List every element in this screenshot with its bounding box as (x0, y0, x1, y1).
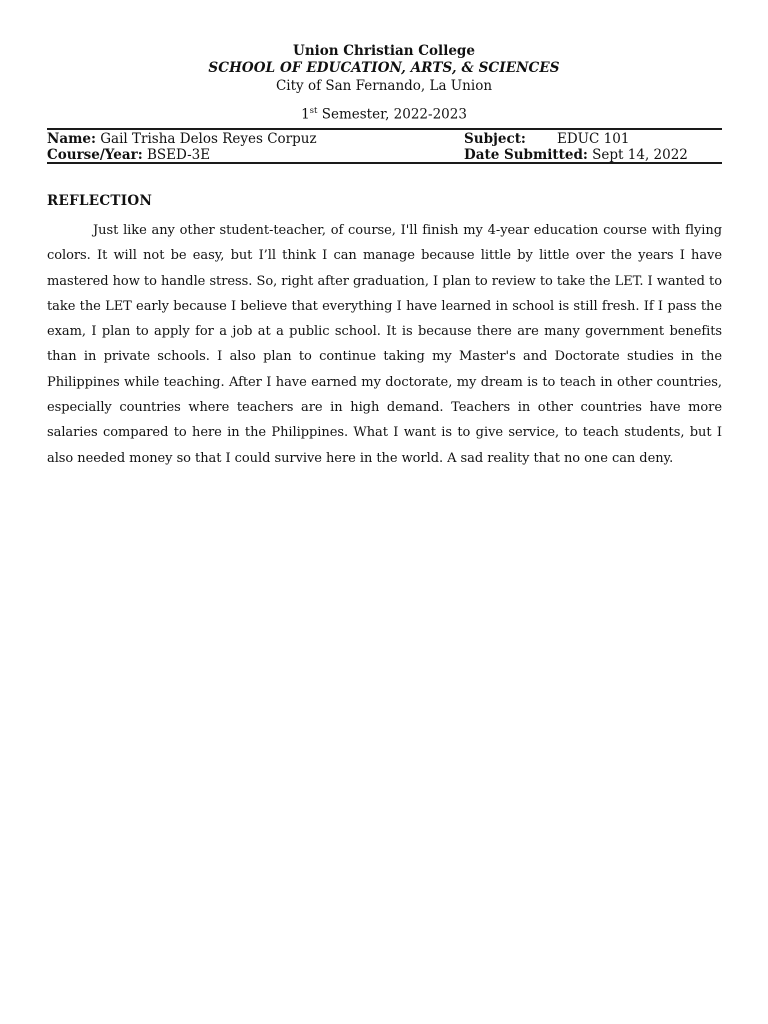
school-name: SCHOOL OF EDUCATION, ARTS, & SCIENCES (208, 60, 560, 76)
info-row-name (47, 131, 722, 148)
name-label: Name: (47, 131, 96, 147)
subject-value: EDUC 101 (557, 131, 630, 147)
city-line: City of San Fernando, La Union (275, 78, 493, 94)
document-header (0, 43, 768, 124)
info-row-course (47, 147, 722, 164)
institution-name: Union Christian College (293, 43, 475, 59)
subject-label: Subject: (464, 131, 526, 147)
semester-line (0, 102, 768, 124)
date-label: Date Submitted: (464, 147, 588, 163)
date-field (464, 147, 688, 164)
reflection-paragraph: Just like any other student-teacher, of course, I'll finish my 4-year education course with flying colors. It will not be easy, but I’ll think I can manage because little by little over the years I have mastered how to handle stress. So, right after graduation, I plan to review to take the LET. I wanted to take the LET early because I believe that everything I have learned in school is still fresh. If I pass the exam, I plan to apply for a job at a public school. It is because there are many government benefits than in private schools. I also plan to continue taking my Master's and Doctorate studies in the Philippines while teaching. After I have earned my doctorate, my dream is to teach in other countries, especially countries where teachers are in high demand. Teachers in other countries have more salaries compared to here in the Philippines. What I want is to give service, to teach students, but I also needed money so that I could survive here in the world. A sad reality that no one can deny. (47, 223, 722, 466)
course-label: Course/Year: (47, 147, 143, 163)
student-info-block (47, 128, 722, 164)
name-value: Gail Trisha Delos Reyes Corpuz (95, 131, 317, 147)
course-value: BSED-3E (142, 147, 211, 163)
date-value: Sept 14, 2022 (587, 147, 688, 163)
semester-text: Semester, 2022-2023 (317, 106, 467, 123)
semester-suffix: st (309, 106, 318, 116)
section-heading: REFLECTION (47, 193, 153, 209)
semester-ordinal: 1 (301, 106, 310, 123)
